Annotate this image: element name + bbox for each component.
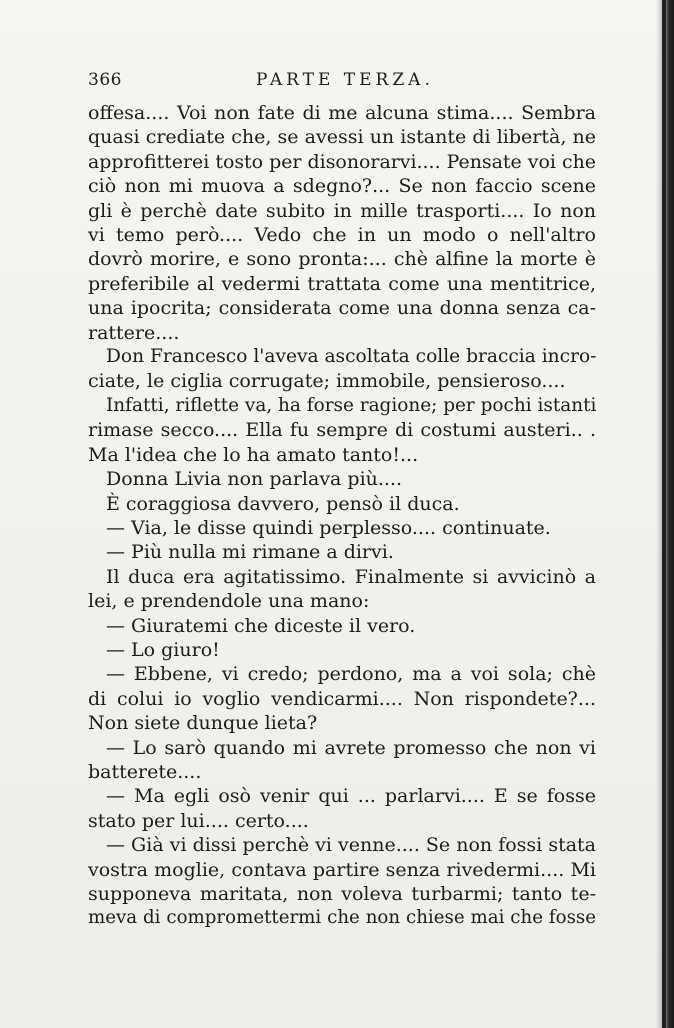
body-text — [88, 101, 596, 931]
text-line: — Lo sarò quando mi avrete promesso che non vi — [106, 736, 596, 759]
text-line: rattere.... — [88, 321, 180, 344]
text-line: approfitterei tosto per disonorarvi.... Pensate voi che — [88, 150, 596, 173]
text-line: offesa.... Voi non fate di me alcuna stima.... Sembra — [88, 102, 596, 124]
text-line: — Giuratemi che diceste il vero. — [106, 614, 416, 637]
text-line: — Più nulla mi rimane a dirvi. — [106, 541, 394, 564]
text-line: Donna Livia non parlava più.... — [106, 468, 403, 491]
text-line: lei, e prendendole una mano: — [88, 590, 370, 613]
text-line: stato per lui.... certo.... — [88, 809, 309, 832]
text-line: gli è perchè date subito in mille trasporti.... Io non — [88, 199, 596, 222]
text-line: È coraggiosa davvero, pensò il duca. — [106, 492, 460, 515]
text-line: ciate, le ciglia corrugate; immobile, pensieroso.... — [88, 370, 566, 393]
text-line: Don Francesco l'aveva ascoltata colle braccia incro- — [106, 346, 597, 368]
text-line: Non siete dunque lieta? — [88, 712, 318, 735]
text-line: una ipocrita; considerata come una donna senza ca- — [88, 297, 596, 320]
text-line: vostra moglie, contava partire senza rivedermi.... Mi — [88, 858, 596, 881]
text-line: ciò non mi muova a sdegno?... Se non faccio scene — [88, 175, 596, 198]
page-number: 366 — [88, 70, 122, 90]
text-line: quasi crediate che, se avessi un istante di libertà, ne — [88, 126, 596, 149]
text-line: batterete.... — [88, 760, 202, 783]
text-line: vi temo però.... Vedo che in un modo o nell'altro — [88, 224, 596, 247]
text-line: — Già vi dissi perchè vi venne.... Se non fossi stata — [106, 834, 596, 857]
text-line: Infatti, riflette va, ha forse ragione; per pochi istanti — [106, 394, 597, 416]
text-line: supponeva maritata, non voleva turbarmi; tanto te- — [88, 883, 596, 905]
text-line: Ma l'idea che lo ha amato tanto!... — [88, 443, 419, 466]
text-line: preferibile al vedermi trattata come una mentitrice, — [88, 272, 596, 295]
text-line: di colui io voglio vendicarmi.... Non rispondete?... — [88, 687, 596, 710]
text-line: — Lo giuro! — [106, 638, 220, 661]
text-line: — Via, le disse quindi perplesso.... continuate. — [106, 516, 551, 539]
page-edge-line — [662, 0, 666, 1028]
text-line: — Ma egli osò venir qui ... parlarvi.... E se fosse — [106, 785, 596, 808]
running-head: PARTE TERZA. — [256, 70, 434, 90]
text-line: — Ebbene, vi credo; perdono, ma a voi sola; chè — [106, 663, 596, 686]
text-line: dovrò morire, e sono pronta:... chè alfine la morte è — [88, 248, 596, 271]
text-line: Il duca era agitatissimo. Finalmente si avvicinò a — [106, 565, 596, 588]
page-header — [88, 70, 596, 96]
text-line: meva di compromettermi che non chiese mai che fosse — [88, 907, 596, 929]
text-line: rimase secco.... Ella fu sempre di costumi austeri.. . — [88, 419, 596, 442]
